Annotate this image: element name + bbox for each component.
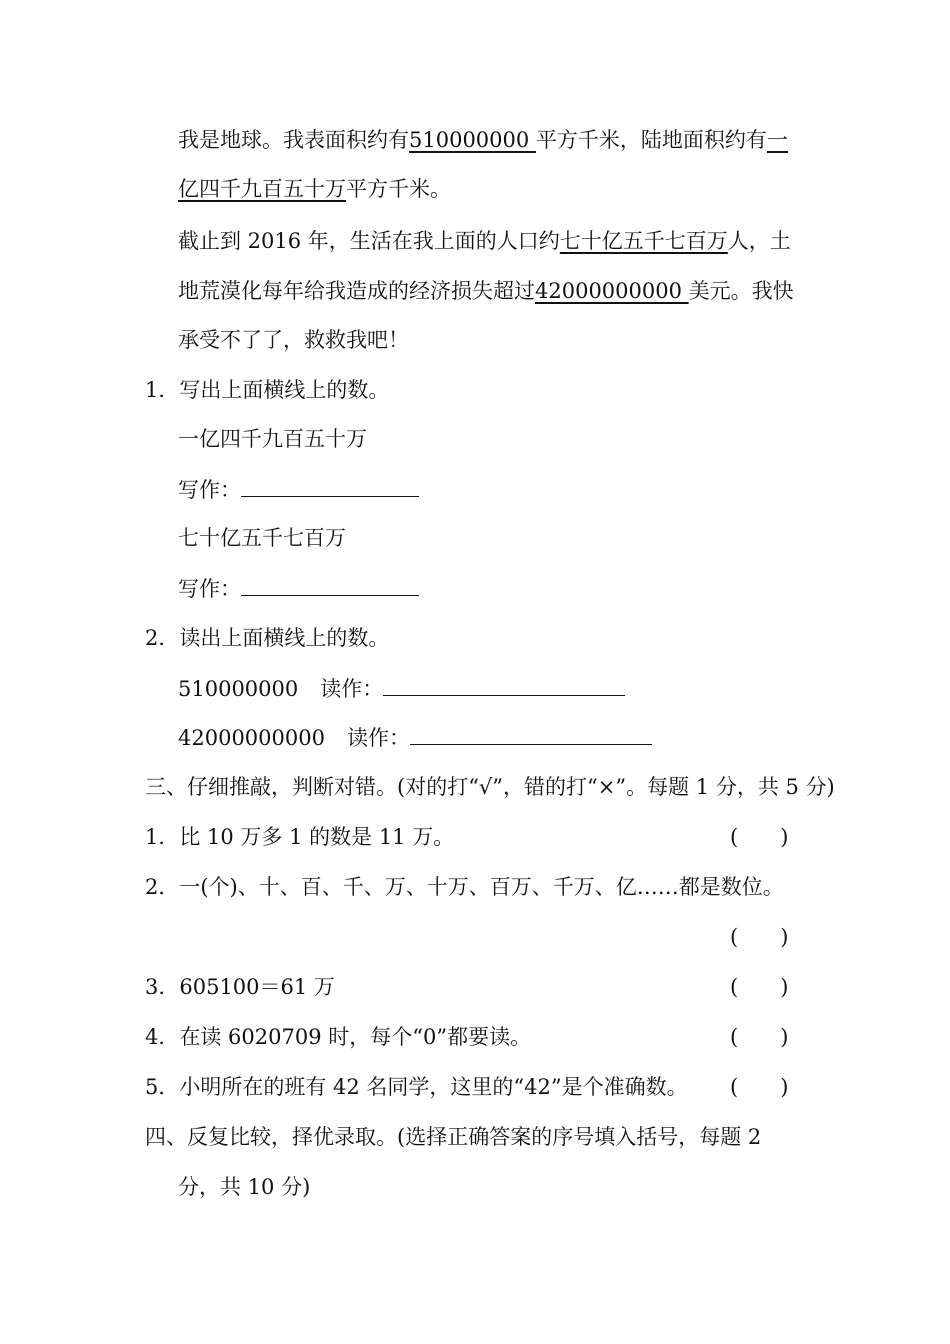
- passage-text: 地荒漠化每年给我造成的经济损失超过: [178, 279, 535, 303]
- read-label: 读作：: [346, 726, 410, 750]
- underlined-text: 一: [766, 128, 788, 152]
- passage-text: 我是地球。我表面积约有: [178, 128, 409, 152]
- section4-heading-line-1: 四、反复比较，择优录取。(选择正确答案的序号填入括号，每题 2: [145, 1125, 762, 1149]
- write-label: 写作：: [178, 478, 241, 502]
- passage-text: 平方千米，陆地面积约有: [535, 128, 767, 152]
- judge-item-4: 4．在读 6020709 时，每个“0”都要读。: [145, 1025, 532, 1049]
- number-text: 42000000000: [178, 726, 325, 750]
- passage-line-5: 承受不了了，救救我吧！: [178, 328, 409, 352]
- section4-heading-line-2: 分，共 10 分): [178, 1175, 311, 1199]
- underlined-text: 亿四千九百五十万: [178, 177, 346, 201]
- passage-line-1: [178, 125, 788, 155]
- answer-parentheses[interactable]: ( ): [730, 1025, 789, 1049]
- q1-write-row-1: [178, 474, 419, 505]
- underlined-number: 42000000000: [535, 279, 689, 303]
- answer-blank[interactable]: [241, 573, 419, 596]
- passage-text: 截止到 2016 年，生活在我上面的人口约: [178, 229, 560, 253]
- passage-line-4: [178, 276, 794, 306]
- write-label: 写作：: [178, 577, 241, 601]
- judge-item-3: 3．605100＝61 万: [145, 975, 335, 999]
- answer-blank[interactable]: [241, 474, 419, 497]
- passage-text: 人，土: [727, 229, 791, 253]
- answer-blank[interactable]: [383, 673, 625, 696]
- number-text: 510000000: [178, 677, 299, 701]
- judge-item-1: 1．比 10 万多 1 的数是 11 万。: [145, 825, 455, 849]
- judge-item-5: 5．小明所在的班有 42 名同学，这里的“42”是个准确数。: [145, 1075, 688, 1099]
- answer-parentheses[interactable]: ( ): [730, 1075, 789, 1099]
- answer-parentheses[interactable]: ( ): [730, 925, 789, 949]
- answer-blank[interactable]: [410, 722, 652, 745]
- answer-parentheses[interactable]: ( ): [730, 975, 789, 999]
- q1-title: 1．写出上面横线上的数。: [145, 378, 390, 402]
- q2-read-row-1: [178, 673, 625, 704]
- q2-title: 2．读出上面横线上的数。: [145, 626, 390, 650]
- section3-heading: 三、仔细推敲，判断对错。(对的打“√”，错的打“×”。每题 1 分，共 5 分): [145, 775, 835, 799]
- passage-text: 美元。我快: [688, 279, 794, 303]
- q2-read-row-2: [178, 722, 652, 753]
- judge-item-2: 2．一(个)、十、百、千、万、十万、百万、千万、亿……都是数位。: [145, 875, 784, 899]
- q1-write-row-2: [178, 573, 419, 604]
- q1-item-1: 一亿四千九百五十万: [178, 427, 367, 451]
- passage-line-2: [178, 174, 451, 204]
- answer-parentheses[interactable]: ( ): [730, 825, 789, 849]
- passage-line-3: [178, 226, 791, 256]
- underlined-text: 七十亿五千七百万: [559, 229, 728, 253]
- read-label: 读作：: [320, 677, 384, 701]
- passage-text: 平方千米。: [346, 177, 451, 201]
- q1-item-2: 七十亿五千七百万: [178, 526, 346, 550]
- underlined-number: 510000000: [409, 128, 536, 152]
